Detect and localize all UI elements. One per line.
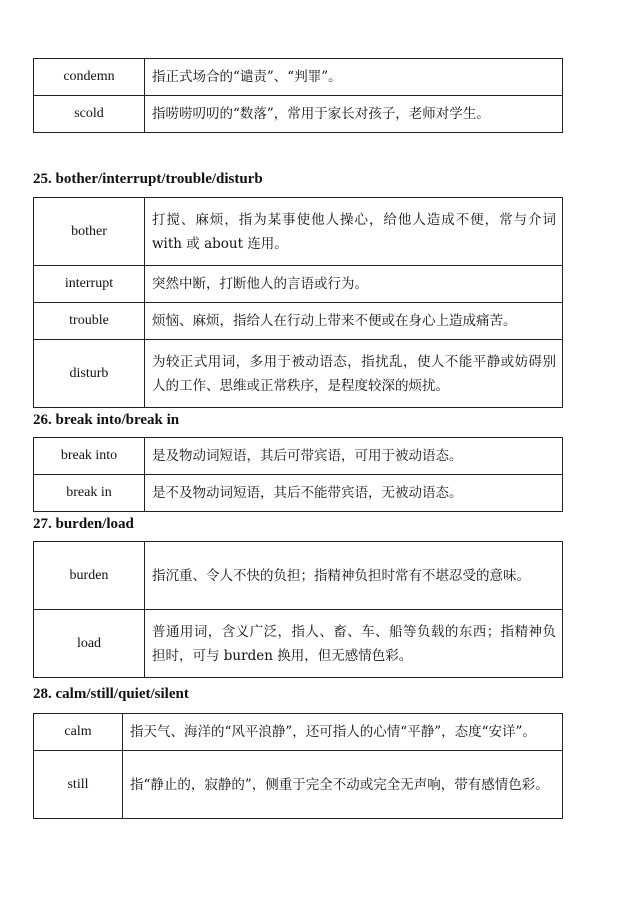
table-bother-disturb	[33, 197, 563, 408]
table-break-into-in	[33, 437, 563, 512]
definition-cell: 是及物动词短语，其后可带宾语，可用于被动语态。	[145, 438, 563, 475]
term-cell: interrupt	[34, 266, 145, 303]
term-cell: bother	[34, 198, 145, 266]
term-cell: burden	[34, 542, 145, 610]
term-cell: calm	[34, 714, 123, 751]
term-cell: scold	[34, 96, 145, 133]
section-heading-27: 27. burden/load	[33, 516, 134, 532]
table-row	[34, 751, 563, 819]
definition-cell: 指唠唠叨叨的“数落”，常用于家长对孩子，老师对学生。	[145, 96, 563, 133]
table-row	[34, 340, 563, 408]
table-row	[34, 303, 563, 340]
term-cell: break in	[34, 475, 145, 512]
table-row	[34, 438, 563, 475]
definition-cell: 是不及物动词短语，其后不能带宾语，无被动语态。	[145, 475, 563, 512]
table-row	[34, 96, 563, 133]
definition-cell: 指正式场合的“谴责”、“判罪”。	[145, 59, 563, 96]
term-cell: still	[34, 751, 123, 819]
definition-cell: 普通用词，含义广泛，指人、畜、车、船等负载的东西；指精神负担时，可与 burden 换用，但无感情色彩。	[145, 610, 563, 678]
definition-cell: 打搅、麻烦，指为某事使他人操心，给他人造成不便，常与介词 with 或 about 连用。	[145, 198, 563, 266]
definition-cell: 烦恼、麻烦，指给人在行动上带来不便或在身心上造成痛苦。	[145, 303, 563, 340]
definition-cell: 为较正式用词，多用于被动语态，指扰乱，使人不能平静或妨碍别人的工作、思维或正常秩序，是程度较深的烦扰。	[145, 340, 563, 408]
section-heading-26: 26. break into/break in	[33, 412, 180, 428]
table-row	[34, 542, 563, 610]
section-heading-28: 28. calm/still/quiet/silent	[33, 686, 189, 702]
section-heading-25: 25. bother/interrupt/trouble/disturb	[33, 171, 263, 187]
term-cell: condemn	[34, 59, 145, 96]
definition-cell: 突然中断，打断他人的言语或行为。	[145, 266, 563, 303]
table-row	[34, 714, 563, 751]
definition-cell: 指沉重、令人不快的负担；指精神负担时常有不堪忍受的意味。	[145, 542, 563, 610]
term-cell: disturb	[34, 340, 145, 408]
table-calm-still	[33, 713, 563, 819]
definition-cell: 指“静止的，寂静的”，侧重于完全不动或完全无声响，带有感情色彩。	[123, 751, 563, 819]
table-condemn-scold	[33, 58, 563, 133]
term-cell: break into	[34, 438, 145, 475]
table-row	[34, 266, 563, 303]
term-cell: trouble	[34, 303, 145, 340]
table-row	[34, 610, 563, 678]
term-cell: load	[34, 610, 145, 678]
table-row	[34, 198, 563, 266]
table-burden-load	[33, 541, 563, 678]
table-row	[34, 475, 563, 512]
table-row	[34, 59, 563, 96]
definition-cell: 指天气、海洋的“风平浪静”，还可指人的心情“平静”，态度“安详”。	[123, 714, 563, 751]
